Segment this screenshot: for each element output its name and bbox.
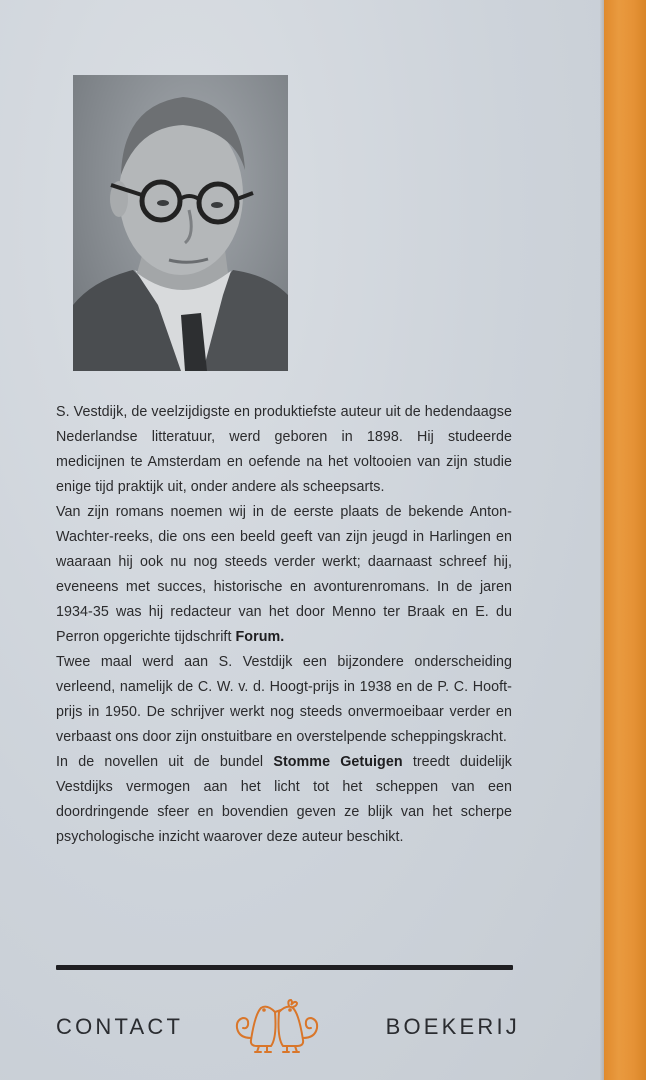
bio-paragraph-4-after: treedt duidelijk Vestdijks vermogen aan het licht tot het scheppen van een doordringende sfeer en bovendien geven ze blijk van het scherpe psychologische inzicht waarover deze auteur beschikt. bbox=[56, 754, 512, 845]
two-birds-logo-icon bbox=[231, 998, 323, 1054]
divider-rule bbox=[56, 965, 513, 970]
bio-paragraph-4-before: In de novellen uit de bundel bbox=[56, 754, 264, 770]
bio-paragraph-1: S. Vestdijk, de veelzijdigste en produktiefste auteur uit de hedendaagse Nederlandse litteratuur, werd geboren in 1898. Hij studeerde medicijnen te Amsterdam en oefende na het voltooien van zijn studie enige tijd praktijk uit, onder andere als scheepsarts. bbox=[56, 404, 512, 495]
bio-paragraph-2-text: Van zijn romans noemen wij in de eerste plaats de bekende Anton-Wachter-reeks, die ons een beeld geeft van zijn jeugd in Harlingen en waaraan hij ook nu nog steeds verder werkt; daarnaast schreef hij, eveneens met succes, historische en avonturenromans. In de jaren 1934-35 was hij redacteur van het door Menno ter Braak en E. du Perron opgerichte tijdschrift bbox=[56, 504, 512, 645]
bio-paragraph-2 bbox=[56, 500, 512, 650]
author-biography bbox=[56, 400, 512, 850]
bio-paragraph-4 bbox=[56, 750, 512, 850]
author-portrait-photo bbox=[73, 75, 288, 371]
journal-title-forum: Forum. bbox=[235, 629, 285, 645]
bio-paragraph-3: Twee maal werd aan S. Vestdijk een bijzondere onderscheiding verleend, namelijk de C. W. v. d. Hoogt-prijs in 1938 en de P. C. Hooft-prijs in 1950. De schrijver werkt nog steeds onvermoeibaar verder en verbaast ons door zijn onstuitbare en overstelpende scheppingskracht. bbox=[56, 654, 512, 745]
publisher-footer bbox=[56, 1000, 520, 1050]
publisher-name-left: CONTACT bbox=[56, 1014, 184, 1039]
book-spine bbox=[604, 0, 646, 1080]
book-title-stomme-getuigen: Stomme Getuigen bbox=[273, 754, 403, 770]
publisher-name-right: BOEKERIJ bbox=[385, 1014, 520, 1039]
